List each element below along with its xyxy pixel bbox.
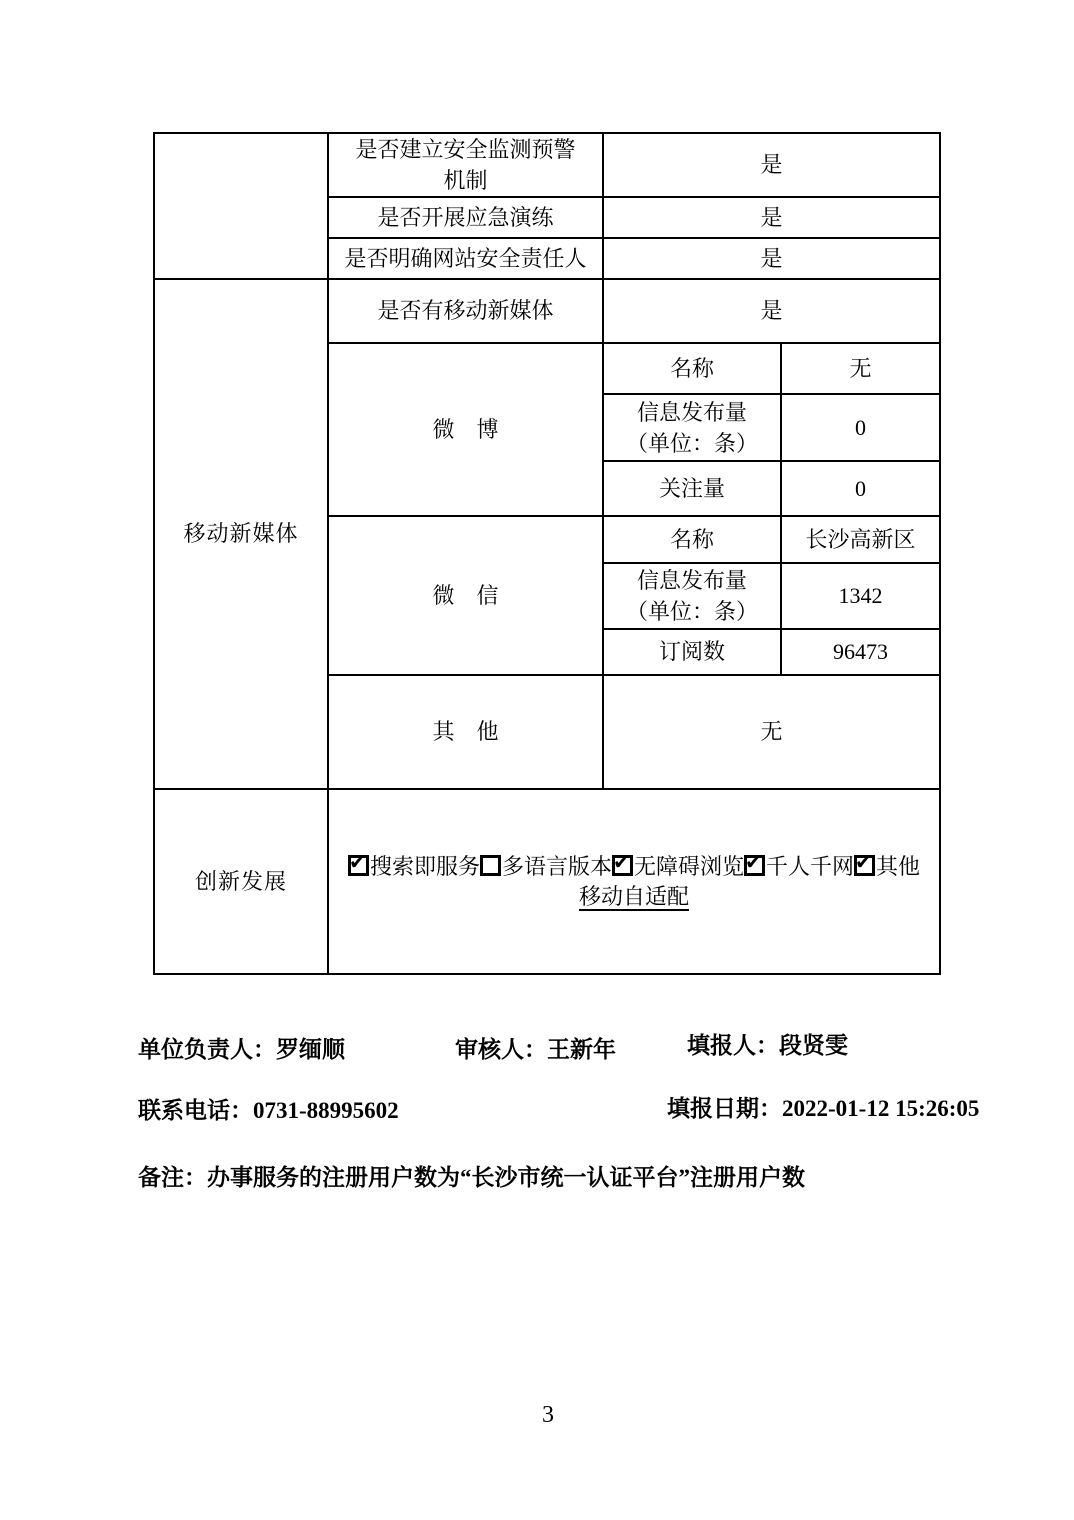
wechat-name-value: 长沙高新区 (781, 516, 940, 563)
weibo-posts-label-line1: 信息发布量 (636, 399, 747, 425)
wechat-posts-label (603, 563, 781, 629)
other-media-label: 其 他 (328, 675, 603, 789)
website-report-table (153, 132, 941, 975)
wechat-posts-label-line1: 信息发布量 (636, 568, 747, 593)
filler-label: 填报人： (687, 1033, 779, 1058)
option-accessibility-label: 无障碍浏览 (633, 853, 744, 879)
reviewer-label: 审核人： (455, 1037, 547, 1062)
option-search-service-label: 搜索即服务 (369, 853, 480, 879)
category-cell-innovation: 创新发展 (154, 789, 328, 974)
wechat-name-label: 名称 (603, 516, 781, 563)
security-officer-label: 是否明确网站安全责任人 (328, 238, 603, 279)
security-monitor-label (328, 133, 603, 197)
fill-date-line (667, 1090, 979, 1123)
weibo-cell: 微 博 (328, 343, 603, 516)
option-other-label: 其他 (876, 853, 921, 879)
phone-label: 联系电话： (138, 1098, 253, 1123)
wechat-posts-label-line2: （单位：条） (625, 599, 758, 624)
weibo-posts-label (603, 394, 781, 461)
filler-value: 段贤雯 (779, 1033, 848, 1058)
emergency-drill-value: 是 (603, 197, 940, 238)
security-monitor-value: 是 (603, 133, 940, 197)
reviewer-value: 王新年 (547, 1037, 616, 1062)
unit-head-value: 罗缅顺 (276, 1037, 345, 1062)
category-cell-continued (154, 133, 328, 279)
checkbox-other-icon (854, 855, 875, 876)
innovation-options-cell (328, 789, 940, 974)
wechat-cell: 微 信 (328, 516, 603, 675)
weibo-posts-label-line2: （单位：条） (625, 430, 758, 456)
unit-head-label: 单位负责人： (138, 1037, 276, 1062)
checkbox-personalized-icon (744, 855, 765, 876)
other-media-value: 无 (603, 675, 940, 789)
weibo-name-value: 无 (781, 343, 940, 394)
security-officer-value: 是 (603, 238, 940, 279)
fill-date-value: 2022-01-12 15:26:05 (782, 1096, 980, 1121)
security-monitor-label-line1: 是否建立安全监测预警 (355, 137, 576, 162)
unit-head-line (138, 1031, 345, 1064)
wechat-subscribers-value: 96473 (781, 629, 940, 675)
note-line (138, 1159, 805, 1192)
table-row (154, 789, 940, 974)
table-row (154, 279, 940, 343)
weibo-name-label: 名称 (603, 343, 781, 394)
wechat-subscribers-label: 订阅数 (603, 629, 781, 675)
fill-date-label: 填报日期： (667, 1096, 782, 1121)
has-mobile-media-label: 是否有移动新媒体 (328, 279, 603, 343)
wechat-posts-value: 1342 (781, 563, 940, 629)
note-text: 备注：办事服务的注册用户数为“长沙市统一认证平台”注册用户数 (138, 1165, 805, 1190)
security-monitor-label-line2: 机制 (443, 168, 488, 193)
phone-value: 0731-88995602 (253, 1098, 399, 1123)
has-mobile-media-value: 是 (603, 279, 940, 343)
option-personalized-label: 千人千网 (766, 853, 855, 879)
checkbox-accessibility-icon (612, 855, 633, 876)
weibo-posts-value: 0 (781, 394, 940, 461)
checkbox-multilanguage-icon (480, 855, 501, 876)
option-multilanguage-label: 多语言版本 (501, 853, 612, 879)
weibo-followers-label: 关注量 (603, 461, 781, 516)
category-cell-mobile-media: 移动新媒体 (154, 279, 328, 789)
checkbox-search-service-icon (348, 855, 369, 876)
reviewer-line (455, 1031, 616, 1064)
emergency-drill-label: 是否开展应急演练 (328, 197, 603, 238)
phone-line (138, 1092, 399, 1125)
page-number: 3 (542, 1402, 554, 1428)
table-row (154, 133, 940, 197)
filler-line (687, 1027, 848, 1060)
other-option-detail: 移动自适配 (578, 883, 689, 909)
weibo-followers-value: 0 (781, 461, 940, 516)
